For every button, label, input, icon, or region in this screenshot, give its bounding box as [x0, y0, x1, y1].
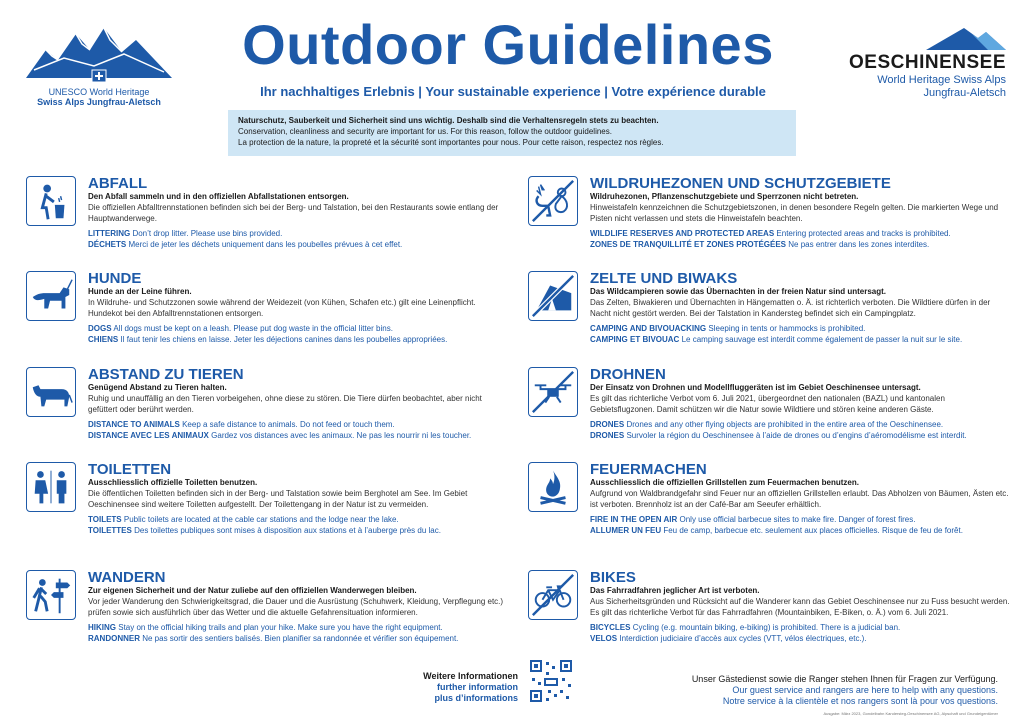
wandern-fr-label: RANDONNER [88, 634, 140, 643]
intro-de: Naturschutz, Sauberkeit und Sicherheit sind uns wichtig. Deshalb sind die Verhaltensregeln stets zu beachten. [238, 116, 659, 125]
further-info [400, 671, 518, 704]
guest-service-note [600, 674, 998, 707]
wandern-en-text: Stay on the official hiking trails and plan your hike. Make sure you have the right equipment. [118, 623, 443, 632]
bikes-lead: Das Fahrradfahren jeglicher Art ist verboten. [590, 586, 760, 595]
abfall-lead: Den Abfall sammeln und in den offiziellen Abfallstationen entsorgen. [88, 192, 349, 201]
abfall-en-label: LITTERING [88, 229, 131, 238]
bikes-en-text: Cycling (e.g. mountain biking, e-biking) is prohibited. There is a judicial ban. [632, 623, 901, 632]
toiletten-fr-text: Des toilettes publiques sont mises à disposition aux stations et à l’auberge près du lac. [134, 526, 441, 535]
abstand-en-text: Keep a safe distance to animals. Do not feed or touch them. [182, 420, 395, 429]
zelte-en-label: CAMPING AND BIVOUACKING [590, 324, 707, 333]
drohnen-text: Es gilt das richterliche Verbot vom 6. Juli 2021, übergeordnet den nationalen (BAZL) und kantonalen Gebietsflugzonen. Damit schützen wir die Natur sowie Wildtiere und stören keine anderen Gäste. [590, 394, 945, 414]
toilet-icon [26, 462, 76, 512]
wildlife-icon [528, 176, 578, 226]
brand-name: OESCHINENSEE [849, 52, 1006, 73]
toiletten-en-text: Public toilets are located at the cable car stations and the lodge near the lake. [123, 515, 399, 524]
bikes-heading: BIKES [590, 569, 636, 586]
drohnen-en-text: Drones and any other flying objects are prohibited in the entire area of the Oeschinensee. [626, 420, 944, 429]
tent-icon [528, 271, 578, 321]
toiletten-lead: Ausschliesslich offizielle Toiletten benutzen. [88, 478, 258, 487]
bikes-fr-label: VELOS [590, 634, 618, 643]
page-subtitle: Ihr nachhaltiges Erlebnis | Your sustainable experience | Votre expérience durable [260, 84, 766, 99]
wildruhe-en-label: WILDLIFE RESERVES AND PROTECTED AREAS [590, 229, 775, 238]
wandern-fr-text: Ne pas sortir des sentiers balisés. Bien planifier sa randonnée et vérifier son équipement. [142, 634, 459, 643]
feuer-fr-label: ALLUMER UN FEU [590, 526, 662, 535]
mountain-peak-icon [926, 26, 1006, 50]
intro-box [228, 110, 796, 156]
drohnen-fr-label: DRONES [590, 431, 625, 440]
zelte-text: Das Zelten, Biwakieren und Übernachten in Hängematten o. Ä. ist richterlich verboten. Die Wildtiere dürfen in der Nacht nicht gestört werden. Bei der Talstation in Kandersteg befindet sich ein Campingplatz. [590, 298, 991, 318]
toiletten-heading: TOILETTEN [88, 461, 172, 478]
info-de: Weitere Informationen [423, 671, 518, 681]
hunde-lead: Hunde an der Leine führen. [88, 287, 192, 296]
wandern-text: Vor jeder Wanderung den Schwierigkeitsgrad, die Dauer und die Ausrüstung (Schuhwerk, Kleidung, Verpflegung etc.) prüfen sowie sich ausführlich über das Wetter und die aktuelle Gefahrensituation informieren. [88, 597, 504, 617]
wandern-lead: Zur eigenen Sicherheit und der Natur zuliebe auf den offiziellen Wanderwegen bleiben. [88, 586, 417, 595]
wildruhe-fr-label: ZONES DE TRANQUILLITÉ ET ZONES PROTÉGÉES [590, 240, 787, 249]
wildruhe-fr-text: Ne pas entrer dans les zones interdites. [788, 240, 930, 249]
oeschinensee-logo [826, 26, 1006, 100]
footnote: Ausgabe: März 2023, Gondelbahn Kandersteg-Oeschinensee AG, Alpschaft und Grundeigentümer [823, 711, 998, 716]
wildruhe-en-text: Entering protected areas and tracks is prohibited. [776, 229, 951, 238]
abstand-fr-label: DISTANCE AVEC LES ANIMAUX [88, 431, 209, 440]
fire-icon [528, 462, 578, 512]
wildruhe-text: Hinweistafeln kennzeichnen die Schutzgebietszonen, in denen besondere Regeln gelten. Die markierten Wege und Pisten nicht verlassen und stets die Hinweistafeln beachten. [590, 203, 999, 223]
abstand-en-label: DISTANCE TO ANIMALS [88, 420, 180, 429]
abfall-fr-label: DÉCHETS [88, 240, 127, 249]
zelte-fr-text: Le camping sauvage est interdit comme également de passer la nuit sur le site. [681, 335, 963, 344]
abfall-fr-text: Merci de jeter les déchets uniquement dans les poubelles prévues à cet effet. [128, 240, 403, 249]
feuer-fr-text: Feu de camp, barbecue etc. seulement aux places officielles. Risque de feu de forêt. [663, 526, 963, 535]
dog-icon [26, 271, 76, 321]
service-de: Unser Gästedienst sowie die Ranger stehen Ihnen für Fragen zur Verfügung. [691, 674, 998, 684]
feuer-text: Aufgrund von Waldbrandgefahr sind Feuer nur an offiziellen Grillstellen erlaubt. Das Abholzen von Bäumen, Ästen etc. ist verboten. Brennholz ist an der Café-Bar am Seeufer erhältlich. [590, 489, 1009, 509]
bikes-fr-text: Interdiction judiciaire d’accès aux cycles (VTT, vélos électriques, etc.). [619, 634, 867, 643]
zelte-fr-label: CAMPING ET BIVOUAC [590, 335, 680, 344]
zelte-lead: Das Wildcampieren sowie das Übernachten in der freien Natur sind untersagt. [590, 287, 886, 296]
abstand-text: Ruhig und unauffällig an den Tieren vorbeigehen, ohne diese zu stören. Die Tiere dürfen beobachtet, aber nicht gefüttert oder berührt werden. [88, 394, 482, 414]
drohnen-lead: Der Einsatz von Drohnen und Modellfluggeräten ist im Gebiet Oeschinensee untersagt. [590, 383, 921, 392]
bikes-text: Aus Sicherheitsgründen und Rücksicht auf die Wanderer kann das Gebiet Oeschinensee nur zu Fuss besucht werden. Es gilt das richterliche Verbot für das Fahrradfahren (Mountainbiken, E-Biken, o. Ä.) vom 6. Juli 2021. [590, 597, 1010, 617]
toiletten-fr-label: TOILETTES [88, 526, 132, 535]
feuer-lead: Ausschliesslich die offiziellen Grillstellen zum Feuermachen benutzen. [590, 478, 859, 487]
bikes-en-label: BICYCLES [590, 623, 631, 632]
abstand-fr-text: Gardez vos distances avec les animaux. Ne pas les nourrir ni les toucher. [211, 431, 472, 440]
drohnen-heading: DROHNEN [590, 366, 666, 383]
feuer-heading: FEUERMACHEN [590, 461, 707, 478]
info-en: further information [437, 682, 518, 692]
feuer-en-label: FIRE IN THE OPEN AIR [590, 515, 678, 524]
abstand-lead: Genügend Abstand zu Tieren halten. [88, 383, 227, 392]
hunde-en-label: DOGS [88, 324, 112, 333]
zelte-en-text: Sleeping in tents or hammocks is prohibited. [708, 324, 866, 333]
mountain-logo-icon [24, 20, 174, 84]
bike-icon [528, 570, 578, 620]
zelte-heading: ZELTE UND BIWAKS [590, 270, 738, 287]
brand-subtitle-1: World Heritage Swiss Alps [877, 74, 1006, 86]
cow-icon [26, 367, 76, 417]
drohnen-en-label: DRONES [590, 420, 625, 429]
wandern-en-label: HIKING [88, 623, 116, 632]
drone-icon [528, 367, 578, 417]
service-en: Our guest service and rangers are here to help with any questions. [732, 685, 998, 695]
abfall-text: Die offiziellen Abfalltrennstationen befinden sich bei der Berg- und Talstation, bei den Restaurants sowie entlang der Hauptwanderwege. [88, 203, 499, 223]
abfall-en-text: Don’t drop litter. Please use bins provided. [132, 229, 283, 238]
hunde-en-text: All dogs must be kept on a leash. Please put dog waste in the official litter bins. [113, 324, 393, 333]
info-fr: plus d’informations [434, 693, 518, 703]
hunde-heading: HUNDE [88, 270, 142, 287]
hunde-fr-text: Il faut tenir les chiens en laisse. Jeter les déjections canines dans les poubelles appropriées. [120, 335, 448, 344]
wildruhe-heading: WILDRUHEZONEN UND SCHUTZGEBIETE [590, 175, 891, 192]
wildruhe-lead: Wildruhezonen, Pflanzenschutzgebiete und Sperrzonen nicht betreten. [590, 192, 859, 201]
brand-subtitle-2: Jungfrau-Aletsch [923, 87, 1006, 99]
page-title: Outdoor Guidelines [242, 13, 774, 76]
feuer-en-text: Only use official barbecue sites to make fire. Danger of forest fires. [679, 515, 916, 524]
intro-en: Conservation, cleanliness and security are important for us. For this reason, follow the outdoor guidelines. [238, 127, 612, 136]
drohnen-fr-text: Survoler la région du Oeschinensee à l’aide de drones ou d’engins d’aéromodélisme est interdit. [626, 431, 967, 440]
intro-fr: La protection de la nature, la propreté et la sécurité sont importantes pour nous. Pour cette raison, respectez nos règles. [238, 138, 664, 147]
unesco-line-1: UNESCO World Heritage [48, 87, 150, 97]
wandern-heading: WANDERN [88, 569, 166, 586]
hiker-icon [26, 570, 76, 620]
unesco-logo [24, 20, 174, 107]
litter-icon [26, 176, 76, 226]
abfall-heading: ABFALL [88, 175, 148, 192]
abstand-heading: ABSTAND ZU TIEREN [88, 366, 244, 383]
toiletten-en-label: TOILETS [88, 515, 122, 524]
toiletten-text: Die öffentlichen Toiletten befinden sich in der Berg- und Talstation sowie beim Berghotel am See. Im Gebiet Oeschinensee sind weitere Toiletten aufgestellt. Der Toilettengang in der Natur ist zu vermeiden. [88, 489, 468, 509]
qr-code-icon[interactable] [528, 658, 574, 704]
unesco-line-2: Swiss Alps Jungfrau-Aletsch [37, 97, 161, 107]
hunde-fr-label: CHIENS [88, 335, 119, 344]
service-fr: Notre service à la clientèle et nos rangers sont là pour vos questions. [722, 696, 998, 706]
hunde-text: In Wildruhe- und Schutzzonen sowie während der Weidezeit (von Kühen, Schafen etc.) gilt eine Leinenpflicht. Hundekot bei den Abfalltrennstationen entsorgen. [88, 298, 476, 318]
